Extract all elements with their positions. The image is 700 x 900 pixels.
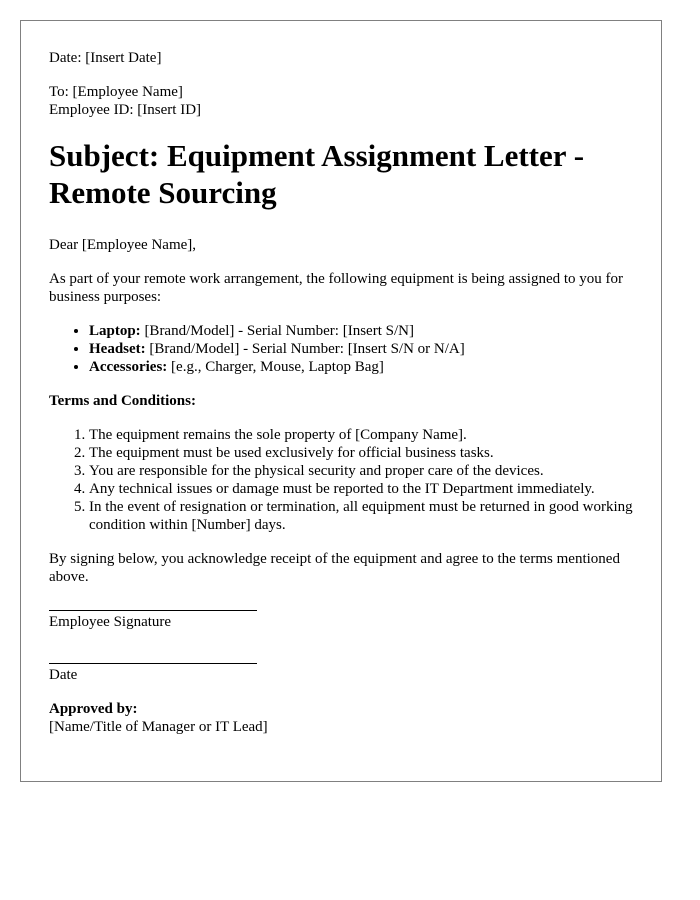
subject-heading: Subject: Equipment Assignment Letter - Remote Sourcing (49, 138, 585, 210)
date-signature-block (49, 663, 633, 684)
letter-page (20, 20, 662, 782)
employee-signature-label: Employee Signature (49, 614, 172, 630)
date-line-rule (49, 663, 257, 664)
approver-name: [Name/Title of Manager or IT Lead] (49, 719, 268, 735)
terms-list (49, 426, 633, 534)
terms-item: 5. In the event of resignation or termination, all equipment must be returned in good working condition within [Number] days. (89, 498, 633, 534)
date-label: Date (49, 667, 78, 683)
approved-by-label: Approved by: (49, 701, 138, 717)
recipient-block (49, 83, 633, 119)
equipment-list (49, 322, 633, 376)
terms-item: 4. Any technical issues or damage must be reported to the IT Department immediately. (89, 480, 633, 498)
salutation: Dear [Employee Name], (49, 237, 197, 253)
equipment-item-accessories (89, 358, 633, 376)
terms-item: 1. The equipment remains the sole property of [Company Name]. (89, 426, 633, 444)
employee-signature-block (49, 610, 633, 631)
approval-block (49, 700, 633, 736)
equipment-label: Accessories: (89, 359, 168, 375)
terms-item: 2. The equipment must be used exclusively for official business tasks. (89, 444, 633, 462)
equipment-detail: [e.g., Charger, Mouse, Laptop Bag] (167, 359, 384, 375)
intro-paragraph: As part of your remote work arrangement, the following equipment is being assigned to you for business purposes: (49, 271, 624, 305)
terms-item: 3. You are responsible for the physical security and proper care of the devices. (89, 462, 633, 480)
equipment-item-headset (89, 340, 633, 358)
equipment-detail: [Brand/Model] - Serial Number: [Insert S/N] (140, 323, 414, 339)
date-line: Date: [Insert Date] (49, 50, 162, 66)
employee-id-line: Employee ID: [Insert ID] (49, 102, 202, 118)
equipment-detail: [Brand/Model] - Serial Number: [Insert S/N or N/A] (145, 341, 465, 357)
acknowledgement-paragraph: By signing below, you acknowledge receipt of the equipment and agree to the terms mentioned above. (49, 551, 620, 585)
equipment-label: Headset: (89, 341, 146, 357)
terms-heading: Terms and Conditions: (49, 393, 196, 409)
to-line: To: [Employee Name] (49, 84, 183, 100)
signature-line (49, 610, 257, 611)
equipment-label: Laptop: (89, 323, 141, 339)
equipment-item-laptop (89, 322, 633, 340)
